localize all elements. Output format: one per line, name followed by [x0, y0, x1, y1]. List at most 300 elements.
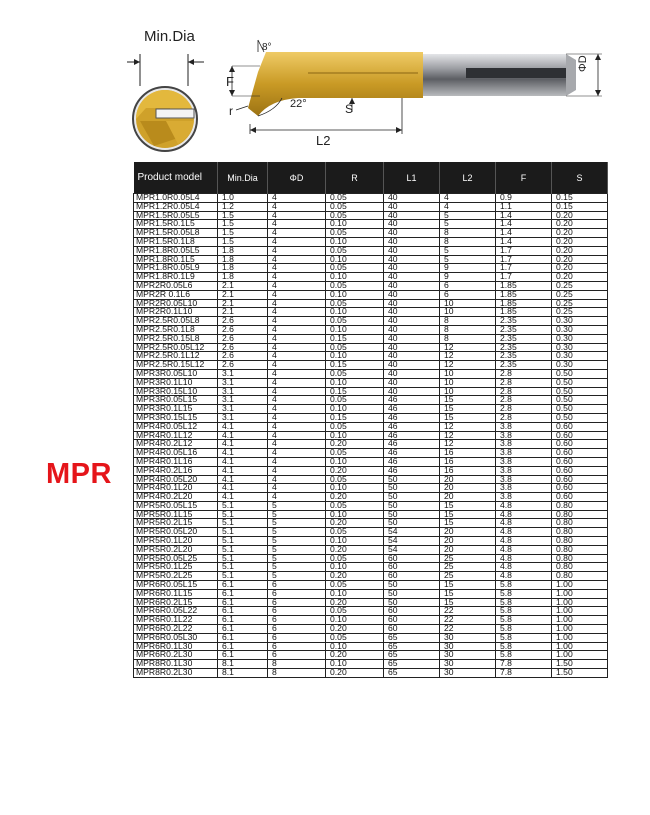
cell-l1: 40: [384, 211, 440, 220]
cell-min-dia: 2.6: [218, 343, 268, 352]
cell-s: 0.30: [552, 334, 608, 343]
cell-model: MPR2.5R0.15L12: [134, 361, 218, 370]
cell-phid: 4: [268, 246, 326, 255]
cell-s: 0.80: [552, 572, 608, 581]
cell-l1: 40: [384, 325, 440, 334]
cell-l2: 15: [440, 413, 496, 422]
cell-min-dia: 2.6: [218, 325, 268, 334]
cell-r: 0.10: [326, 308, 384, 317]
cell-min-dia: 2.1: [218, 308, 268, 317]
cell-phid: 4: [268, 317, 326, 326]
cell-s: 1.50: [552, 660, 608, 669]
cell-s: 0.50: [552, 413, 608, 422]
cell-r: 0.05: [326, 369, 384, 378]
cell-phid: 4: [268, 369, 326, 378]
cell-min-dia: 6.1: [218, 616, 268, 625]
cell-r: 0.10: [326, 405, 384, 414]
cell-r: 0.10: [326, 255, 384, 264]
cell-s: 0.20: [552, 273, 608, 282]
table-row: [134, 572, 608, 581]
cell-model: MPR4R0.05L12: [134, 422, 218, 431]
cell-s: 1.00: [552, 616, 608, 625]
cell-l1: 46: [384, 413, 440, 422]
cell-l2: 15: [440, 598, 496, 607]
cell-model: MPR5R0.2L25: [134, 572, 218, 581]
cell-l1: 60: [384, 607, 440, 616]
cell-min-dia: 2.1: [218, 281, 268, 290]
cell-r: 0.20: [326, 519, 384, 528]
cell-s: 0.20: [552, 229, 608, 238]
cell-l1: 40: [384, 299, 440, 308]
cell-min-dia: 2.1: [218, 299, 268, 308]
dim-l2-label: L2: [316, 133, 331, 148]
cell-l2: 15: [440, 581, 496, 590]
angle-22-label: 22°: [290, 98, 307, 110]
cell-min-dia: 5.1: [218, 519, 268, 528]
cell-l2: 20: [440, 493, 496, 502]
cell-r: 0.05: [326, 281, 384, 290]
cell-f: 3.8: [496, 422, 552, 431]
cell-phid: 5: [268, 519, 326, 528]
cell-min-dia: 4.1: [218, 466, 268, 475]
cell-phid: 5: [268, 501, 326, 510]
cell-phid: 6: [268, 607, 326, 616]
cell-l2: 8: [440, 334, 496, 343]
cell-l2: 16: [440, 466, 496, 475]
cell-s: 0.30: [552, 361, 608, 370]
cell-min-dia: 1.8: [218, 273, 268, 282]
table-row: [134, 334, 608, 343]
cell-model: MPR4R0.1L12: [134, 431, 218, 440]
cell-s: 0.60: [552, 449, 608, 458]
cell-min-dia: 5.1: [218, 563, 268, 572]
cell-s: 0.50: [552, 405, 608, 414]
cell-phid: 4: [268, 308, 326, 317]
cell-s: 1.50: [552, 669, 608, 678]
cell-min-dia: 1.5: [218, 220, 268, 229]
cell-r: 0.10: [326, 352, 384, 361]
cell-l1: 40: [384, 290, 440, 299]
cell-l1: 50: [384, 598, 440, 607]
header-l1: L1: [384, 162, 440, 194]
cell-f: 2.8: [496, 413, 552, 422]
header-phid: ΦD: [268, 162, 326, 194]
cell-phid: 4: [268, 290, 326, 299]
table-row: [134, 431, 608, 440]
cell-l1: 40: [384, 378, 440, 387]
cell-l2: 30: [440, 633, 496, 642]
cell-min-dia: 6.1: [218, 598, 268, 607]
table-row: [134, 220, 608, 229]
cell-l2: 4: [440, 202, 496, 211]
cell-model: MPR6R0.05L22: [134, 607, 218, 616]
cell-min-dia: 6.1: [218, 607, 268, 616]
cell-f: 5.8: [496, 581, 552, 590]
dim-s-label: S: [345, 102, 354, 116]
cell-model: MPR5R0.05L20: [134, 528, 218, 537]
cell-min-dia: 3.1: [218, 378, 268, 387]
cell-f: 2.35: [496, 334, 552, 343]
cell-l1: 40: [384, 220, 440, 229]
cell-phid: 4: [268, 378, 326, 387]
dim-r-label: r: [229, 104, 233, 118]
cell-l2: 15: [440, 589, 496, 598]
cell-l2: 12: [440, 440, 496, 449]
cell-f: 5.8: [496, 642, 552, 651]
cell-l2: 20: [440, 475, 496, 484]
cell-min-dia: 1.8: [218, 246, 268, 255]
cell-f: 2.35: [496, 361, 552, 370]
cell-model: MPR1.8R0.05L5: [134, 246, 218, 255]
cell-s: 0.20: [552, 237, 608, 246]
table-row: [134, 281, 608, 290]
cell-r: 0.05: [326, 229, 384, 238]
cell-phid: 6: [268, 651, 326, 660]
cell-model: MPR4R0.2L20: [134, 493, 218, 502]
cell-l2: 12: [440, 422, 496, 431]
cell-s: 1.00: [552, 633, 608, 642]
cell-phid: 4: [268, 281, 326, 290]
cell-model: MPR5R0.05L25: [134, 554, 218, 563]
cell-l2: 22: [440, 616, 496, 625]
cell-min-dia: 2.1: [218, 290, 268, 299]
cell-phid: 4: [268, 413, 326, 422]
cell-l1: 40: [384, 281, 440, 290]
table-row: [134, 369, 608, 378]
cell-f: 5.8: [496, 598, 552, 607]
cell-f: 1.7: [496, 255, 552, 264]
spec-table: [133, 162, 608, 678]
cell-f: 5.8: [496, 607, 552, 616]
cell-s: 0.80: [552, 563, 608, 572]
table-row: [134, 545, 608, 554]
cell-s: 0.60: [552, 493, 608, 502]
cell-l2: 15: [440, 501, 496, 510]
cell-r: 0.05: [326, 246, 384, 255]
cell-r: 0.05: [326, 607, 384, 616]
cell-model: MPR3R0.1L10: [134, 378, 218, 387]
cell-model: MPR4R0.05L20: [134, 475, 218, 484]
cell-model: MPR4R0.1L16: [134, 457, 218, 466]
cell-l1: 65: [384, 633, 440, 642]
cell-r: 0.10: [326, 510, 384, 519]
cell-r: 0.10: [326, 220, 384, 229]
cell-r: 0.20: [326, 669, 384, 678]
cell-l2: 20: [440, 484, 496, 493]
cell-r: 0.05: [326, 264, 384, 273]
cell-l1: 65: [384, 669, 440, 678]
cell-phid: 5: [268, 510, 326, 519]
table-row: [134, 669, 608, 678]
table-row: [134, 598, 608, 607]
cell-min-dia: 4.1: [218, 457, 268, 466]
min-dia-label: Min.Dia: [144, 28, 195, 45]
cell-f: 5.8: [496, 633, 552, 642]
table-row: [134, 308, 608, 317]
cell-model: MPR3R0.15L15: [134, 413, 218, 422]
cell-l1: 46: [384, 440, 440, 449]
cell-model: MPR1.8R0.1L5: [134, 255, 218, 264]
cell-l1: 60: [384, 554, 440, 563]
cell-model: MPR5R0.05L15: [134, 501, 218, 510]
cell-s: 0.60: [552, 440, 608, 449]
cell-phid: 4: [268, 422, 326, 431]
table-row: [134, 396, 608, 405]
cell-l2: 5: [440, 255, 496, 264]
cell-r: 0.20: [326, 598, 384, 607]
cell-l2: 5: [440, 211, 496, 220]
cell-phid: 4: [268, 405, 326, 414]
cell-f: 1.4: [496, 237, 552, 246]
cell-f: 5.8: [496, 589, 552, 598]
cell-phid: 4: [268, 325, 326, 334]
cell-l1: 50: [384, 510, 440, 519]
table-row: [134, 563, 608, 572]
cell-r: 0.05: [326, 449, 384, 458]
cell-phid: 4: [268, 255, 326, 264]
cell-s: 0.15: [552, 202, 608, 211]
table-row: [134, 642, 608, 651]
cell-l1: 46: [384, 405, 440, 414]
cell-min-dia: 2.6: [218, 334, 268, 343]
cell-phid: 4: [268, 431, 326, 440]
cell-f: 1.4: [496, 211, 552, 220]
cell-min-dia: 4.1: [218, 422, 268, 431]
cell-r: 0.10: [326, 290, 384, 299]
cell-s: 0.20: [552, 246, 608, 255]
cell-s: 0.30: [552, 343, 608, 352]
end-view-insert-icon: [126, 46, 206, 161]
cell-min-dia: 6.1: [218, 625, 268, 634]
cell-f: 3.8: [496, 466, 552, 475]
cell-f: 0.9: [496, 194, 552, 203]
table-row: [134, 625, 608, 634]
cell-f: 1.85: [496, 281, 552, 290]
cell-l2: 30: [440, 651, 496, 660]
cell-model: MPR5R0.2L15: [134, 519, 218, 528]
cell-l1: 50: [384, 484, 440, 493]
cell-phid: 4: [268, 194, 326, 203]
cell-f: 3.8: [496, 449, 552, 458]
cell-model: MPR4R0.1L20: [134, 484, 218, 493]
cell-l2: 10: [440, 387, 496, 396]
cell-phid: 4: [268, 264, 326, 273]
cell-f: 7.8: [496, 660, 552, 669]
cell-model: MPR2.5R0.1L12: [134, 352, 218, 361]
header-min-dia: Min.Dia: [218, 162, 268, 194]
cell-r: 0.20: [326, 493, 384, 502]
cell-l2: 8: [440, 237, 496, 246]
table-row: [134, 501, 608, 510]
table-row: [134, 413, 608, 422]
cell-phid: 4: [268, 237, 326, 246]
cell-model: MPR1.8R0.05L9: [134, 264, 218, 273]
cell-r: 0.10: [326, 237, 384, 246]
cell-f: 1.7: [496, 264, 552, 273]
cell-s: 0.60: [552, 466, 608, 475]
cell-r: 0.10: [326, 325, 384, 334]
cell-phid: 4: [268, 396, 326, 405]
cell-min-dia: 1.8: [218, 264, 268, 273]
cell-r: 0.05: [326, 581, 384, 590]
cell-f: 5.8: [496, 651, 552, 660]
cell-model: MPR2.5R0.15L8: [134, 334, 218, 343]
cell-f: 5.8: [496, 616, 552, 625]
cell-phid: 4: [268, 440, 326, 449]
table-row: [134, 352, 608, 361]
cell-phid: 5: [268, 545, 326, 554]
cell-model: MPR6R0.05L30: [134, 633, 218, 642]
cell-l1: 40: [384, 194, 440, 203]
cell-l1: 50: [384, 493, 440, 502]
cell-r: 0.05: [326, 475, 384, 484]
cell-min-dia: 4.1: [218, 431, 268, 440]
cell-f: 4.8: [496, 563, 552, 572]
cell-l2: 8: [440, 325, 496, 334]
cell-phid: 4: [268, 352, 326, 361]
cell-l1: 60: [384, 563, 440, 572]
header-l2: L2: [440, 162, 496, 194]
cell-s: 0.80: [552, 528, 608, 537]
cell-phid: 4: [268, 361, 326, 370]
cell-r: 0.05: [326, 501, 384, 510]
cell-r: 0.05: [326, 317, 384, 326]
cell-r: 0.05: [326, 554, 384, 563]
cell-phid: 5: [268, 563, 326, 572]
cell-model: MPR1.5R0.05L5: [134, 211, 218, 220]
cell-phid: 6: [268, 589, 326, 598]
cell-l1: 50: [384, 589, 440, 598]
cell-model: MPR3R0.1L15: [134, 405, 218, 414]
cell-f: 4.8: [496, 510, 552, 519]
cell-model: MPR8R0.1L30: [134, 660, 218, 669]
cell-phid: 5: [268, 554, 326, 563]
cell-l2: 25: [440, 554, 496, 563]
cell-l2: 12: [440, 431, 496, 440]
cell-model: MPR6R0.2L15: [134, 598, 218, 607]
cell-r: 0.05: [326, 194, 384, 203]
angle-8-label: 8°: [262, 42, 272, 53]
cell-r: 0.05: [326, 343, 384, 352]
cell-s: 0.30: [552, 352, 608, 361]
cell-min-dia: 3.1: [218, 369, 268, 378]
cell-r: 0.10: [326, 537, 384, 546]
cell-l1: 46: [384, 422, 440, 431]
boring-bar-tool-icon: [218, 38, 608, 148]
cell-f: 3.8: [496, 431, 552, 440]
cell-s: 0.20: [552, 255, 608, 264]
cell-r: 0.05: [326, 633, 384, 642]
cell-model: MPR6R0.2L22: [134, 625, 218, 634]
header-product-model: Product model: [134, 162, 218, 194]
cell-l1: 40: [384, 369, 440, 378]
cell-f: 2.35: [496, 317, 552, 326]
cell-min-dia: 4.1: [218, 449, 268, 458]
header-r: R: [326, 162, 384, 194]
cell-min-dia: 3.1: [218, 405, 268, 414]
cell-s: 0.30: [552, 317, 608, 326]
cell-l2: 10: [440, 378, 496, 387]
cell-r: 0.05: [326, 299, 384, 308]
cell-s: 0.80: [552, 545, 608, 554]
cell-phid: 4: [268, 343, 326, 352]
table-row: [134, 255, 608, 264]
cell-l2: 20: [440, 537, 496, 546]
cell-r: 0.10: [326, 457, 384, 466]
cell-s: 0.80: [552, 519, 608, 528]
cell-model: MPR1.5R0.05L8: [134, 229, 218, 238]
cell-min-dia: 5.1: [218, 545, 268, 554]
dim-phid-label: ΦD: [577, 55, 589, 72]
cell-s: 0.50: [552, 396, 608, 405]
cell-l1: 46: [384, 431, 440, 440]
cell-model: MPR2R0.05L10: [134, 299, 218, 308]
cell-l2: 9: [440, 264, 496, 273]
table-body: [134, 194, 608, 678]
cell-model: MPR1.5R0.1L8: [134, 237, 218, 246]
table-row: [134, 616, 608, 625]
cell-f: 1.1: [496, 202, 552, 211]
cell-f: 3.8: [496, 493, 552, 502]
cell-l1: 54: [384, 537, 440, 546]
cell-l2: 20: [440, 545, 496, 554]
cell-l1: 50: [384, 519, 440, 528]
cell-model: MPR1.2R0.05L4: [134, 202, 218, 211]
cell-model: MPR6R0.05L15: [134, 581, 218, 590]
cell-l2: 5: [440, 220, 496, 229]
cell-model: MPR5R0.1L15: [134, 510, 218, 519]
cell-f: 1.4: [496, 220, 552, 229]
cell-s: 0.15: [552, 194, 608, 203]
cell-model: MPR3R0.05L10: [134, 369, 218, 378]
cell-r: 0.10: [326, 563, 384, 572]
cell-r: 0.10: [326, 660, 384, 669]
cell-s: 0.20: [552, 220, 608, 229]
table-row: [134, 264, 608, 273]
cell-s: 0.60: [552, 457, 608, 466]
series-title: MPR: [46, 458, 112, 490]
table-row: [134, 211, 608, 220]
cell-phid: 6: [268, 598, 326, 607]
cell-f: 2.35: [496, 352, 552, 361]
cell-r: 0.15: [326, 361, 384, 370]
cell-min-dia: 1.5: [218, 237, 268, 246]
cell-phid: 4: [268, 387, 326, 396]
cell-f: 4.8: [496, 572, 552, 581]
cell-r: 0.15: [326, 413, 384, 422]
cell-l1: 46: [384, 449, 440, 458]
cell-phid: 4: [268, 229, 326, 238]
table-row: [134, 633, 608, 642]
cell-model: MPR4R0.2L12: [134, 440, 218, 449]
cell-f: 2.8: [496, 369, 552, 378]
cell-f: 2.35: [496, 325, 552, 334]
cell-f: 2.8: [496, 396, 552, 405]
cell-l1: 40: [384, 246, 440, 255]
table-row: [134, 317, 608, 326]
cell-model: MPR6R0.2L30: [134, 651, 218, 660]
cell-l2: 12: [440, 361, 496, 370]
cell-min-dia: 1.8: [218, 255, 268, 264]
cell-l1: 40: [384, 343, 440, 352]
cell-min-dia: 5.1: [218, 528, 268, 537]
cell-min-dia: 6.1: [218, 581, 268, 590]
cell-l1: 46: [384, 457, 440, 466]
cell-l1: 54: [384, 545, 440, 554]
cell-f: 4.8: [496, 528, 552, 537]
cell-s: 1.00: [552, 581, 608, 590]
cell-l2: 5: [440, 246, 496, 255]
